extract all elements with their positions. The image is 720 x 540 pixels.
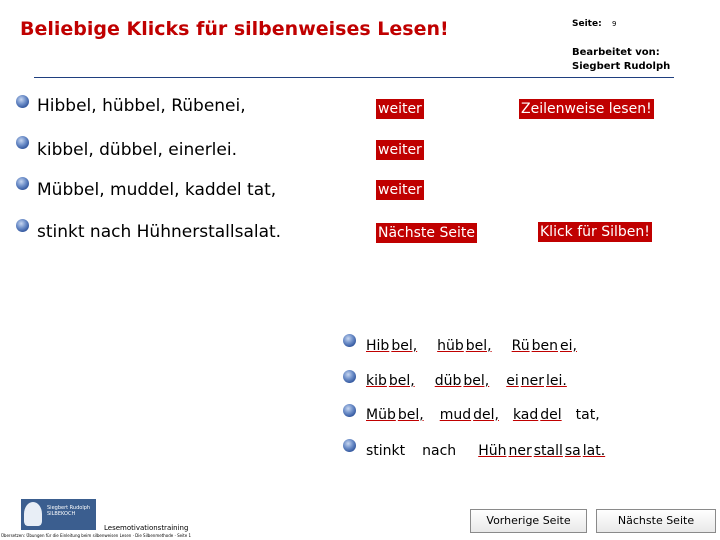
bullet-icon <box>343 370 356 383</box>
verse-line-2: kibbel, dübbel, einerlei. <box>37 140 237 160</box>
syllable[interactable]: Hüh <box>478 443 507 459</box>
bullet-icon <box>343 334 356 347</box>
page-title: Beliebige Klicks für silbenweises Lesen! <box>20 18 449 40</box>
verse-line-1: Hibbel, hübbel, Rübenei, <box>37 96 246 116</box>
logo-text: Siegbert Rudolph SILBEKOCH <box>47 505 91 517</box>
weiter-button-2[interactable]: weiter <box>378 142 422 158</box>
previous-page-button[interactable]: Vorherige Seite <box>470 509 587 533</box>
next-page-inline-button[interactable]: Nächste Seite <box>378 225 475 241</box>
syllable-word <box>422 443 456 459</box>
bullet-icon <box>343 404 356 417</box>
bullet-icon <box>16 177 29 190</box>
syllable[interactable]: del <box>540 407 562 423</box>
syllable[interactable]: ei, <box>560 338 577 354</box>
syllable[interactable]: stinkt <box>366 443 406 459</box>
weiter-button-3[interactable]: weiter <box>378 182 422 198</box>
syllable-word <box>366 373 415 389</box>
syllable[interactable]: Rü <box>511 338 530 354</box>
zeilenweise-lesen-button[interactable]: Zeilenweise lesen! <box>521 101 652 117</box>
syllable[interactable]: Hib <box>366 338 390 354</box>
verse-line-3: Mübbel, muddel, kaddel tat, <box>37 180 277 200</box>
syllable-line-4 <box>366 443 605 459</box>
footer-training: Lesemotivationstraining <box>104 524 189 532</box>
bullet-icon <box>16 219 29 232</box>
syllable-word <box>366 443 405 459</box>
syllable-word <box>506 373 567 389</box>
header-divider <box>34 77 674 78</box>
syllable[interactable]: bel, <box>388 373 415 389</box>
syllable-line-1 <box>366 338 577 354</box>
syllable[interactable]: kad <box>512 407 539 423</box>
syllable-word <box>437 338 491 354</box>
syllable-line-2 <box>366 373 567 389</box>
syllable[interactable]: del, <box>473 407 499 423</box>
syllable[interactable]: bel, <box>391 338 418 354</box>
syllable[interactable]: stall <box>533 443 563 459</box>
syllable[interactable]: ben <box>531 338 558 354</box>
syllable[interactable]: nach <box>422 443 457 459</box>
syllable[interactable]: bel, <box>463 373 490 389</box>
syllable[interactable]: kib <box>366 373 387 389</box>
syllable[interactable]: ner <box>520 373 544 389</box>
syllable[interactable]: mud <box>439 407 472 423</box>
page-number-label: Seite: <box>572 19 602 29</box>
bullet-icon <box>343 439 356 452</box>
syllable[interactable]: ner <box>508 443 532 459</box>
syllable-word <box>576 407 600 423</box>
syllable[interactable]: sa <box>564 443 581 459</box>
weiter-button-1[interactable]: weiter <box>378 101 422 117</box>
author-block <box>572 46 670 74</box>
syllable[interactable]: tat, <box>575 407 600 423</box>
klick-fuer-silben-button[interactable]: Klick für Silben! <box>540 224 650 240</box>
syllable-word <box>366 338 417 354</box>
syllable[interactable]: Müb <box>366 407 396 423</box>
bullet-icon <box>16 136 29 149</box>
chef-logo-icon <box>24 502 42 526</box>
syllable-word <box>366 407 424 423</box>
syllable[interactable]: bel, <box>397 407 424 423</box>
syllable[interactable]: bel, <box>465 338 492 354</box>
syllable[interactable]: lei. <box>546 373 567 389</box>
syllable-word <box>512 338 577 354</box>
syllable-word <box>478 443 605 459</box>
syllable-line-3 <box>366 407 600 423</box>
footer-small-print: Übersetzen: Übungen für die Einleitung beim silbenweisen Lesen · Die Silbenmethode · Seite 1 <box>1 533 192 538</box>
verse-line-4: stinkt nach Hühnerstallsalat. <box>37 222 282 242</box>
syllable[interactable]: düb <box>434 373 462 389</box>
silbekoch-logo <box>21 499 96 530</box>
bullet-icon <box>16 95 29 108</box>
syllable-word <box>513 407 562 423</box>
syllable-word <box>435 373 490 389</box>
author-name: Siegbert Rudolph <box>572 61 671 72</box>
next-page-button[interactable]: Nächste Seite <box>596 509 716 533</box>
syllable[interactable]: hüb <box>437 338 464 354</box>
syllable[interactable]: lat. <box>582 443 606 459</box>
author-label: Bearbeitet von: <box>572 47 660 58</box>
syllable[interactable]: ei <box>506 373 519 389</box>
page-number: 9 <box>612 20 617 28</box>
syllable-word <box>440 407 499 423</box>
